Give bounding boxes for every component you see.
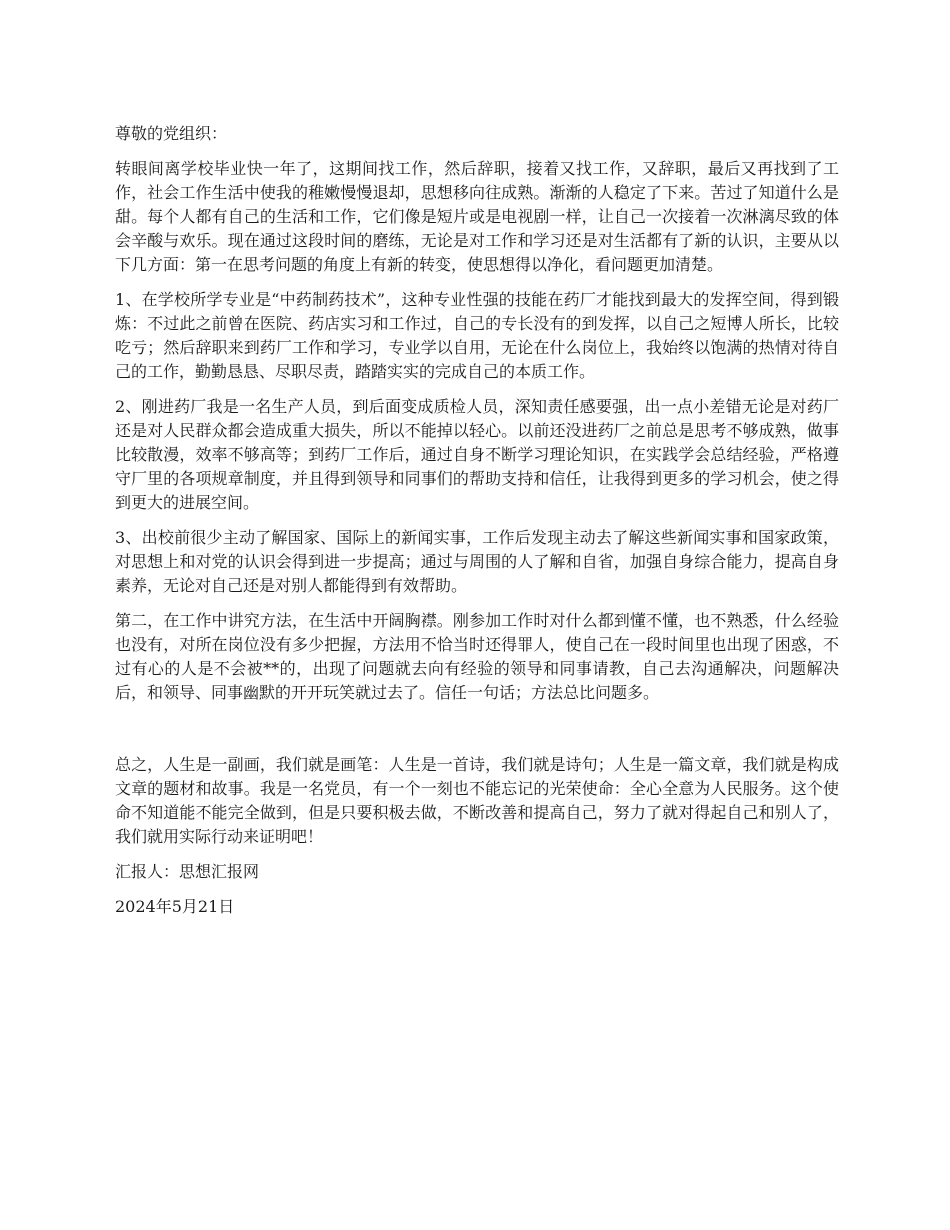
paragraph-point-2: 2、刚进药厂我是一名生产人员，到后面变成质检人员，深知责任感要强，出一点小差错无论是对药厂还是对人民群众都会造成重大损失，所以不能掉以轻心。以前还没进药厂之前总是思考不够成熟，做事比较散漫，效率不够高等；到药厂工作后，通过自身不断学习理论知识，在实践学会总结经验，严格遵守厂里的各项规章制度，并且得到领导和同事们的帮助支持和信任，让我得到更多的学习机会，使之得到更大的进展空间。 xyxy=(115,397,839,512)
blank-spacer xyxy=(115,716,839,753)
paragraph-point-3: 3、出校前很少主动了解国家、国际上的新闻实事，工作后发现主动去了解这些新闻实事和国家政策，对思想上和对党的认识会得到进一步提高；通过与周围的人了解和自省，加强自身综合能力，提高自身素养，无论对自己还是对别人都能得到有效帮助。 xyxy=(115,528,839,595)
paragraph-point-1: 1、在学校所学专业是“中药制药技术”，这种专业性强的技能在药厂才能找到最大的发挥空间，得到锻炼：不过此之前曾在医院、药店实习和工作过，自己的专长没有的到发挥，以自己之短博人所长，比较吃亏；然后辞职来到药厂工作和学习，专业学以自用，无论在什么岗位上，我始终以饱满的热情对待自己的工作，勤勤恳恳、尽职尽责，踏踏实实的完成自己的本质工作。 xyxy=(115,290,839,381)
date-line: 2024年5月21日 xyxy=(115,897,235,916)
paragraph-conclusion: 总之，人生是一副画，我们就是画笔：人生是一首诗，我们就是诗句；人生是一篇文章，我们就是构成文章的题材和故事。我是一名党员，有一个一刻也不能忘记的光荣使命：全心全意为人民服务。这个使命不知道能不能完全做到，但是只要积极去做，不断改善和提高自己，努力了就对得起自己和别人了，我们就用实际行动来证明吧！ xyxy=(115,755,839,846)
salutation: 尊敬的党组织： xyxy=(115,124,228,143)
paragraph-intro: 转眼间离学校毕业快一年了，这期间找工作，然后辞职，接着又找工作，又辞职，最后又再找到了工作，社会工作生活中使我的稚嫩慢慢退却，思想移向往成熟。渐渐的人稳定了下来。苦过了知道什么是甜。每个人都有自己的生活和工作，它们像是短片或是电视剧一样，让自己一次接着一次淋漓尽致的体会辛酸与欢乐。现在通过这段时间的磨练，无论是对工作和学习还是对生活都有了新的认识，主要从以下几方面：第一在思考问题的角度上有新的转变，使思想得以净化，看问题更加清楚。 xyxy=(115,159,839,274)
reporter-line: 汇报人：思想汇报网 xyxy=(115,862,260,881)
document-page xyxy=(115,122,839,930)
paragraph-second: 第二，在工作中讲究方法，在生活中开阔胸襟。刚参加工作时对什么都到懂不懂，也不熟悉，什么经验也没有，对所在岗位没有多少把握，方法用不恰当时还得罪人，使自己在一段时间里也出现了困惑，不过有心的人是不会被**的，出现了问题就去向有经验的领导和同事请教，自己去沟通解决，问题解决后，和领导、同事幽默的开开玩笑就过去了。信任一句话；方法总比问题多。 xyxy=(115,611,839,702)
